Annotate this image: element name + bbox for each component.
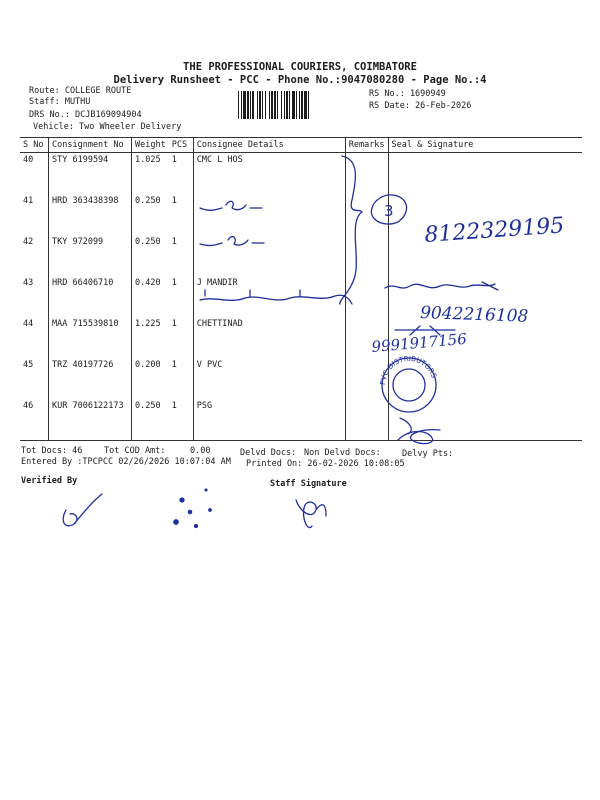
col-remarks: Remarks <box>345 138 388 153</box>
cell-sno: 40 <box>23 155 34 165</box>
col-consignee: Consignee Details <box>193 138 345 153</box>
cell-pcs: 1 <box>171 155 177 165</box>
cell-weight: 0.420 <box>132 276 169 317</box>
staff-signature-label: Staff Signature <box>270 479 347 489</box>
cell-pcs: 1 <box>171 319 177 329</box>
cell-consignment: HRD 66406710 <box>49 276 132 317</box>
table-row <box>20 153 582 195</box>
cell-seal <box>388 153 582 195</box>
staff-label: Staff: MUTHU <box>29 97 91 107</box>
cell-remarks <box>345 317 388 358</box>
table-row <box>20 276 582 317</box>
company-title: THE PROFESSIONAL COURIERS, COIMBATORE <box>183 61 417 73</box>
cell-weight: 0.250 <box>132 194 169 235</box>
barcode <box>238 91 366 119</box>
cell-seal <box>388 399 582 441</box>
cell-weight: 0.200 <box>132 358 169 399</box>
cell-pcs: 1 <box>171 237 177 247</box>
verified-signature <box>63 494 102 526</box>
cell-consignment: MAA 715539810 <box>49 317 132 358</box>
table-row <box>20 317 582 358</box>
cell-consignee: CMC L HOS <box>193 153 345 195</box>
cell-consignee <box>193 194 345 235</box>
cell-consignment: KUR 7006122173 <box>49 399 132 441</box>
cell-remarks <box>345 358 388 399</box>
circled-number: 3 <box>384 202 394 220</box>
handwritten-phone-3: 9991917156 <box>370 329 468 356</box>
rs-number: RS No.: 1690949 <box>369 89 446 99</box>
delvy-pts: Delvy Pts: <box>402 449 454 459</box>
delvd-docs: Delvd Docs: <box>240 448 297 458</box>
table-header-row <box>20 138 582 153</box>
printed-on: Printed On: 26-02-2026 10:08:05 <box>246 459 405 469</box>
cell-consignment: HRD 363438398 <box>49 194 132 235</box>
col-seal-signature: Seal & Signature <box>388 138 582 153</box>
cell-remarks <box>345 153 388 195</box>
cell-consignee: V PVC <box>193 358 345 399</box>
stamp-text: PVC DISTRIBUTORS <box>378 354 438 386</box>
col-pcs: PCS <box>169 138 194 153</box>
col-weight: Weight <box>132 138 169 153</box>
cell-seal <box>388 317 582 358</box>
cell-weight: 0.250 <box>132 399 169 441</box>
table-row <box>20 358 582 399</box>
cell-sno: 45 <box>23 360 34 370</box>
entered-by: Entered By :TPCPCC 02/26/2026 10:07:04 AM <box>21 457 231 467</box>
cell-pcs: 1 <box>171 196 177 206</box>
rs-date: RS Date: 26-Feb-2026 <box>369 101 472 111</box>
cell-seal <box>388 358 582 399</box>
tot-cod-amount: 0.00 <box>190 446 211 456</box>
cell-remarks <box>345 194 388 235</box>
runsheet-table <box>20 137 582 441</box>
col-consignment: Consignment No <box>49 138 132 153</box>
tot-docs: Tot Docs: 46 <box>21 446 83 456</box>
table-row <box>20 399 582 441</box>
tot-cod-label: Tot COD Amt: <box>104 446 166 456</box>
cell-seal <box>388 235 582 276</box>
staff-signature-ink <box>296 500 326 528</box>
table-row <box>20 235 582 276</box>
cell-seal <box>388 276 582 317</box>
handwritten-phone-1: 8122329195 <box>423 213 566 248</box>
cell-sno: 43 <box>23 278 34 288</box>
cell-consignee <box>193 235 345 276</box>
route-label: Route: COLLEGE ROUTE <box>29 86 132 96</box>
cell-consignee: J MANDIR <box>193 276 345 317</box>
cell-pcs: 1 <box>169 399 194 441</box>
table-row <box>20 194 582 235</box>
runsheet-subtitle: Delivery Runsheet - PCC - Phone No.:9047080280 - Page No.:4 <box>113 74 487 86</box>
vehicle-label: Vehicle: Two Wheeler Delivery <box>33 122 182 132</box>
cell-weight: 1.025 <box>132 153 169 195</box>
cell-consignee: CHETTINAD <box>193 317 345 358</box>
cell-remarks <box>345 399 388 441</box>
cell-sno: 41 <box>23 196 34 206</box>
col-sno: S No <box>20 138 49 153</box>
cell-seal <box>388 194 582 235</box>
cell-remarks <box>345 276 388 317</box>
cell-pcs: 1 <box>171 360 177 370</box>
cell-consignment: STY 6199594 <box>49 153 132 195</box>
cell-consignee: PSG <box>193 399 345 441</box>
cell-weight: 1.225 <box>132 317 169 358</box>
cell-pcs: 1 <box>171 278 177 288</box>
cell-weight: 0.250 <box>132 235 169 276</box>
cell-sno: 44 <box>23 319 34 329</box>
cell-consignment: TKY 972099 <box>49 235 132 276</box>
cell-remarks <box>345 235 388 276</box>
verified-by-label: Verified By <box>21 476 78 486</box>
non-delvd-docs: Non Delvd Docs: <box>304 448 381 458</box>
handwritten-phone-2: 9042216108 <box>419 303 529 327</box>
cell-consignment: TRZ 40197726 <box>49 358 132 399</box>
cell-sno: 42 <box>23 237 34 247</box>
drs-number: DRS No.: DCJB169094904 <box>29 110 142 120</box>
cell-sno: 46 <box>20 399 49 441</box>
